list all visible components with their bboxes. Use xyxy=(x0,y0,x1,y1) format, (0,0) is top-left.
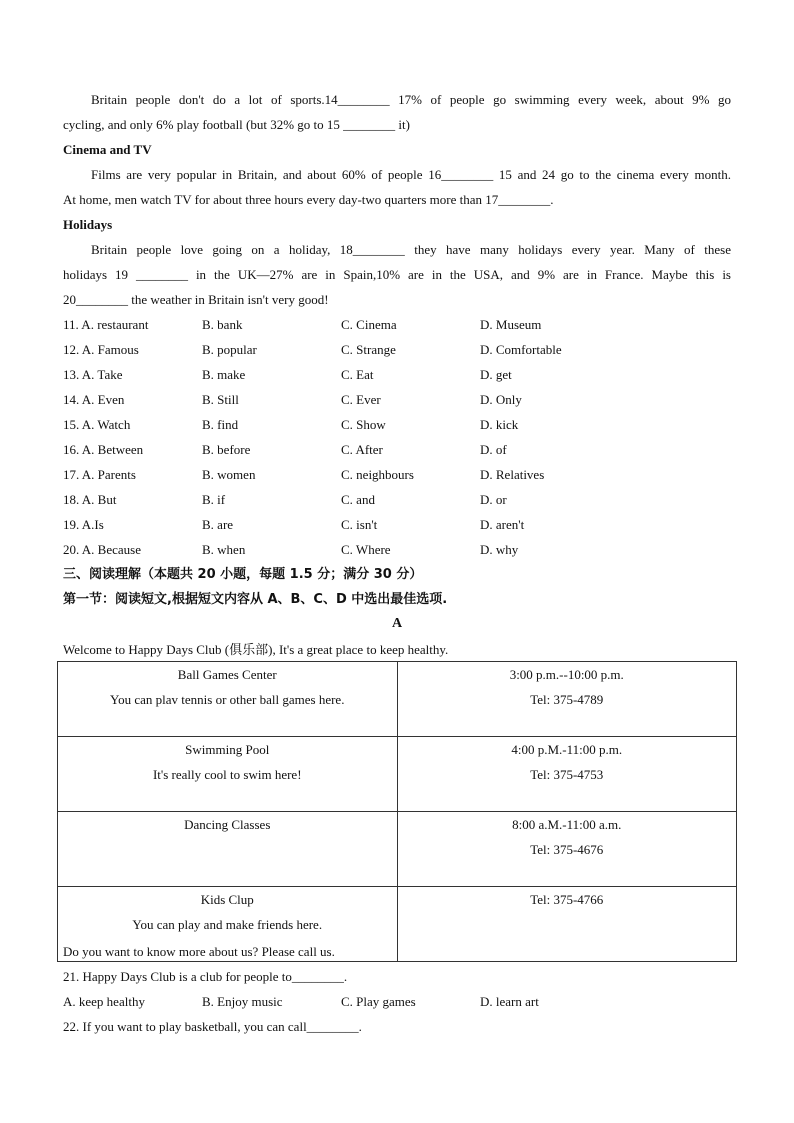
passage-line: Films are very popular in Britain, and about 60% of people 16________ 15 and 24 go to the cinema every month. xyxy=(91,167,731,182)
question-row xyxy=(63,412,731,437)
option-d: D. of xyxy=(480,442,507,457)
question-row xyxy=(63,337,731,362)
table-cell xyxy=(58,812,398,887)
option-a: 13. A. Take xyxy=(63,367,123,382)
cell-line: Dancing Classes xyxy=(184,817,271,832)
option-d: D. Museum xyxy=(480,317,542,332)
option-b: B. make xyxy=(202,367,246,382)
option-c: C. Where xyxy=(341,542,391,557)
table-cell xyxy=(58,662,398,737)
question-row xyxy=(63,512,731,537)
table-row xyxy=(58,887,737,962)
question-row xyxy=(63,437,731,462)
option-b: B. Still xyxy=(202,392,239,407)
cell-line: Tel: 375-4753 xyxy=(530,767,604,782)
section-subtitle: 第一节：阅读短文,根据短文内容从 A、B、C、D 中选出最佳选项. xyxy=(63,592,448,607)
option-c: C. isn't xyxy=(341,517,378,532)
section-heading-cinema: Cinema and TV xyxy=(63,142,152,157)
option-a: 18. A. But xyxy=(63,492,117,507)
option-d: D. Only xyxy=(480,392,522,407)
question-row xyxy=(63,537,731,562)
option-a: 12. A. Famous xyxy=(63,342,139,357)
option-d: D. Comfortable xyxy=(480,342,562,357)
passage-line: holidays 19 ________ in the UK—27% are in Spain,10% are in the USA, and 9% are in France. Maybe this is xyxy=(63,267,731,282)
option-b: B. popular xyxy=(202,342,257,357)
passage-line: cycling, and only 6% play football (but 32% go to 15 ________ it) xyxy=(63,117,410,132)
cell-line: 3:00 p.m.--10:00 p.m. xyxy=(509,667,624,682)
option-a: 15. A. Watch xyxy=(63,417,131,432)
question-row xyxy=(63,989,731,1014)
table-row xyxy=(58,737,737,812)
cell-line: You can plav tennis or other ball games here. xyxy=(110,692,345,707)
cell-line: Swimming Pool xyxy=(185,742,270,757)
section-heading-holidays: Holidays xyxy=(63,217,113,232)
option-c: C. Cinema xyxy=(341,317,397,332)
option-c: C. After xyxy=(341,442,383,457)
option-b: B. bank xyxy=(202,317,243,332)
option-d: D. kick xyxy=(480,417,519,432)
question-row xyxy=(63,487,731,512)
cell-line: Kids Clup xyxy=(200,892,254,907)
passage-intro: Welcome to Happy Days Club (俱乐部), It's a great place to keep healthy. xyxy=(63,642,449,657)
option-d: D. aren't xyxy=(480,517,525,532)
cell-line: It's really cool to swim here! xyxy=(152,767,302,782)
table-cell xyxy=(397,887,737,962)
option-d: D. get xyxy=(480,367,512,382)
option-c: C. Strange xyxy=(341,342,396,357)
passage-letter: A xyxy=(391,616,403,631)
option-b: B. when xyxy=(202,542,246,557)
cell-line: Ball Games Center xyxy=(177,667,277,682)
after-table-text: Do you want to know more about us? Please call us. xyxy=(63,944,335,959)
option-d: D. Relatives xyxy=(480,467,545,482)
section-title: 三、阅读理解（本题共 20 小题，每题 1.5 分；满分 30 分） xyxy=(63,567,423,582)
question-21-stem: 21. Happy Days Club is a club for people to________. xyxy=(63,969,348,984)
option-a: 11. A. restaurant xyxy=(63,317,149,332)
passage-line: 20________ the weather in Britain isn't very good! xyxy=(63,292,329,307)
option-c: C. Play games xyxy=(341,994,416,1009)
option-a: 17. A. Parents xyxy=(63,467,136,482)
passage-line: Britain people don't do a lot of sports.14________ 17% of people go swimming every week, about 9% go xyxy=(91,92,731,107)
cell-line: Tel: 375-4789 xyxy=(530,692,604,707)
cell-line: 8:00 a.M.-11:00 a.m. xyxy=(512,817,622,832)
table-cell xyxy=(397,662,737,737)
cell-line: Tel: 375-4766 xyxy=(530,892,604,907)
table-cell xyxy=(58,737,398,812)
question-row xyxy=(63,362,731,387)
option-d: D. learn art xyxy=(480,994,539,1009)
option-a: 20. A. Because xyxy=(63,542,141,557)
option-d: D. or xyxy=(480,492,507,507)
option-c: C. neighbours xyxy=(341,467,414,482)
option-a: 16. A. Between xyxy=(63,442,144,457)
option-c: C. Show xyxy=(341,417,386,432)
cell-line: 4:00 p.M.-11:00 p.m. xyxy=(511,742,623,757)
question-22-stem: 22. If you want to play basketball, you can call________. xyxy=(63,1019,362,1034)
question-row xyxy=(63,462,731,487)
cell-line: You can play and make friends here. xyxy=(132,917,323,932)
table-row xyxy=(58,812,737,887)
option-b: B. before xyxy=(202,442,251,457)
cell-line: Tel: 375-4676 xyxy=(530,842,604,857)
option-a: A. keep healthy xyxy=(63,994,145,1009)
passage-line: Britain people love going on a holiday, 18________ they have many holidays every year. Many of these xyxy=(91,242,731,257)
club-table xyxy=(57,661,737,962)
option-b: B. Enjoy music xyxy=(202,994,283,1009)
table-row xyxy=(58,662,737,737)
option-c: C. Eat xyxy=(341,367,374,382)
table-cell xyxy=(397,812,737,887)
option-d: D. why xyxy=(480,542,519,557)
option-b: B. find xyxy=(202,417,239,432)
option-c: C. and xyxy=(341,492,375,507)
option-c: C. Ever xyxy=(341,392,381,407)
table-cell xyxy=(58,887,398,962)
question-row xyxy=(63,387,731,412)
passage-line: At home, men watch TV for about three hours every day-two quarters more than 17________. xyxy=(63,192,554,207)
option-a: 19. A.Is xyxy=(63,517,104,532)
table-cell xyxy=(397,737,737,812)
option-b: B. women xyxy=(202,467,256,482)
option-b: B. are xyxy=(202,517,234,532)
question-row xyxy=(63,312,731,337)
option-a: 14. A. Even xyxy=(63,392,125,407)
option-b: B. if xyxy=(202,492,226,507)
